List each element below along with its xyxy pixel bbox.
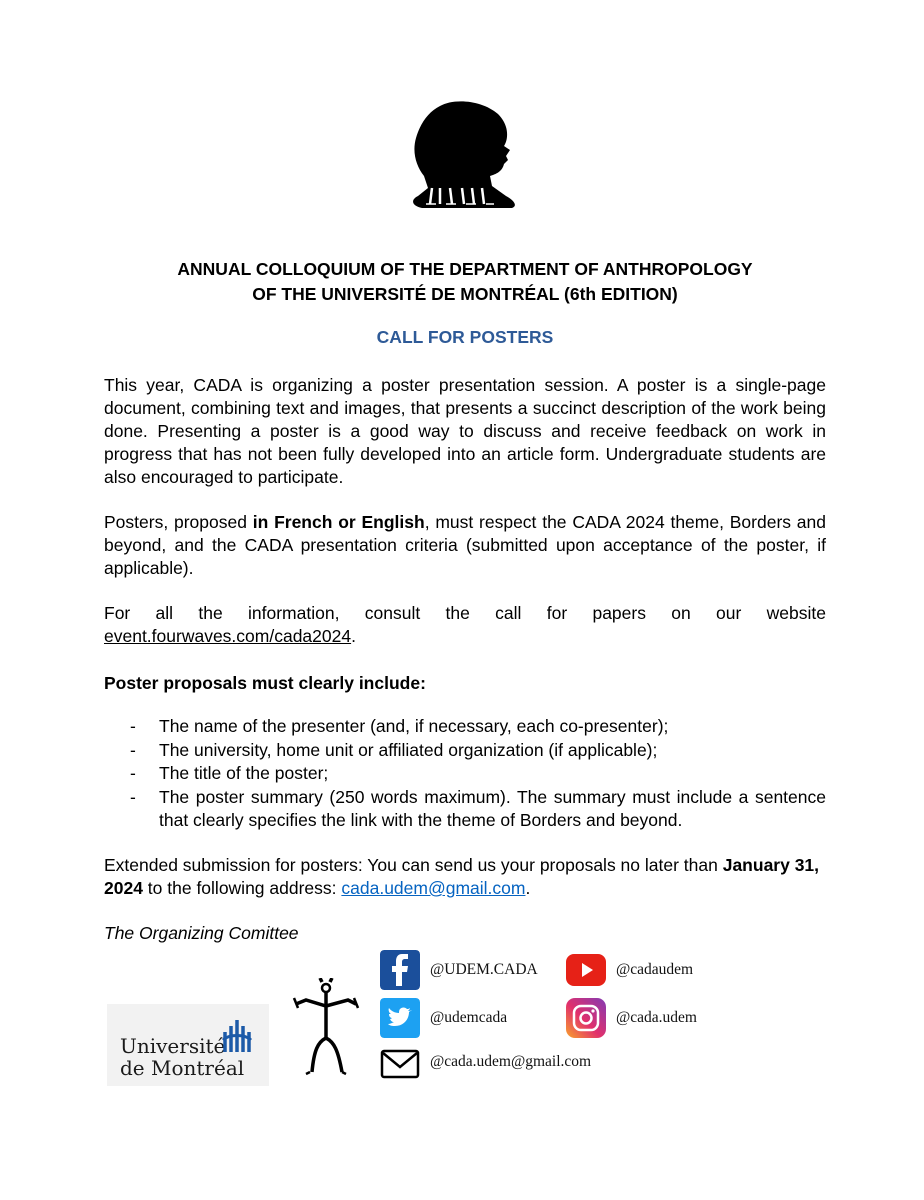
twitter-icon[interactable]	[380, 998, 420, 1038]
title-line-1: ANNUAL COLLOQUIUM OF THE DEPARTMENT OF ANTHROPOLOGY	[177, 259, 753, 279]
deadline-date: January 31, 2024	[104, 855, 820, 898]
list-item: - The poster summary (250 words maximum). The summary must include a sentence that clearly specifies the link with the theme of Borders and beyond.	[130, 786, 826, 830]
facebook-icon[interactable]	[380, 950, 420, 990]
email-link[interactable]: cada.udem@gmail.com	[341, 878, 526, 898]
requirements-heading: Poster proposals must clearly include:	[104, 673, 426, 693]
deadline-paragraph	[104, 854, 826, 900]
requirements-list	[104, 715, 826, 833]
udem-emblem-icon	[219, 1018, 255, 1056]
deadline-text-before: Extended submission for posters: You can send us your proposals no later than	[104, 855, 723, 875]
stick-figure-icon	[292, 978, 360, 1076]
language-bold: in French or English	[252, 512, 425, 532]
list-item: - The title of the poster;	[104, 762, 826, 786]
info-paragraph	[104, 602, 826, 648]
mail-icon[interactable]	[380, 1044, 420, 1084]
bullet-dash: -	[130, 739, 136, 760]
website-link[interactable]: event.fourwaves.com/cada2024	[104, 626, 352, 646]
university-name-line2: de Montréal	[120, 1056, 245, 1080]
bullet-dash: -	[130, 763, 136, 783]
twitter-handle[interactable]: @udemcada	[430, 1009, 508, 1026]
deadline-text-after: .	[525, 878, 531, 898]
bullet-dash: -	[130, 786, 136, 807]
youtube-handle[interactable]: @cadaudem	[616, 961, 694, 978]
info-text-before: For all the information, consult the call for papers on our website	[104, 603, 826, 623]
language-paragraph	[104, 511, 826, 580]
intro-paragraph: This year, CADA is organizing a poster presentation session. A poster is a single-page document, combining text and images, that presents a succinct description of the work being done. Presenting a poster is a good way to discuss and receive feedback on work in progress that has not been fully developed into an article form. Undergraduate students are also encouraged to participate.	[104, 375, 826, 487]
deadline-text-middle: to the following address:	[142, 878, 342, 898]
social-links	[380, 950, 710, 1090]
language-text-before: Posters, proposed	[104, 512, 253, 532]
cada-logo-icon	[410, 100, 522, 212]
youtube-icon[interactable]	[566, 950, 606, 990]
signature: The Organizing Comittee	[104, 923, 299, 943]
info-text-after: .	[351, 626, 356, 646]
title-line-2: OF THE UNIVERSITÉ DE MONTRÉAL (6th EDITION)	[252, 284, 678, 304]
universite-de-montreal-logo	[107, 1004, 269, 1086]
call-for-posters-heading: CALL FOR POSTERS	[376, 327, 554, 347]
list-item: - The university, home unit or affiliated organization (if applicable);	[104, 739, 826, 763]
language-text-after: , must respect the CADA 2024 theme, Borders and beyond, and the CADA presentation criteria (submitted upon acceptance of the poster, if applicable).	[104, 512, 826, 578]
instagram-handle[interactable]: @cada.udem	[616, 1009, 697, 1026]
bullet-dash: -	[130, 716, 136, 736]
instagram-icon[interactable]	[566, 998, 606, 1038]
list-item: - The name of the presenter (and, if necessary, each co-presenter);	[104, 715, 826, 739]
facebook-handle[interactable]: @UDEM.CADA	[430, 961, 538, 978]
email-handle[interactable]: @cada.udem@gmail.com	[430, 1053, 592, 1070]
university-name-line1: Université	[120, 1034, 226, 1058]
